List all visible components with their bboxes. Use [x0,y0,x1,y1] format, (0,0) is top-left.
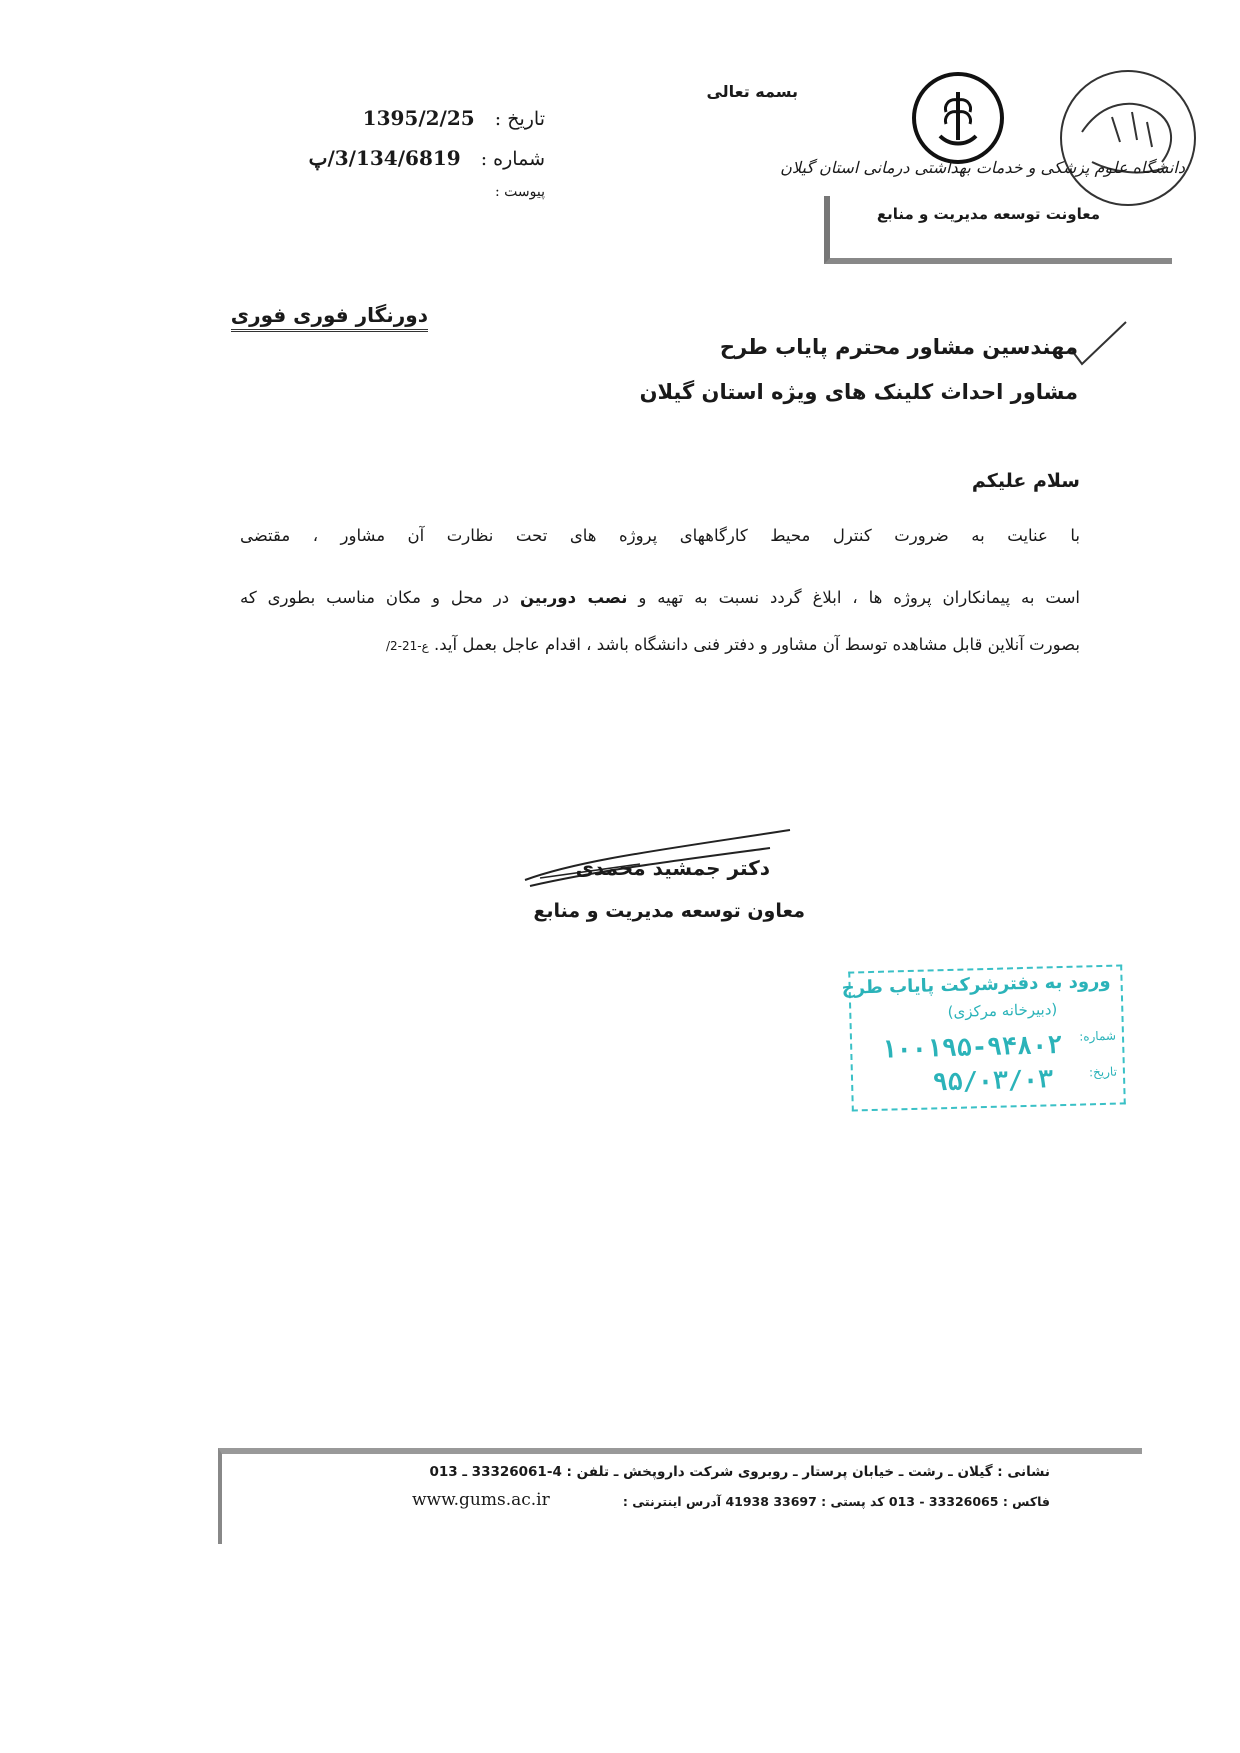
body-line-2 [240,570,1080,626]
attachment-row [481,184,545,200]
fax-urgent-note: دورنگار فوری فوری [231,303,428,332]
number-row [309,146,545,170]
date-row [363,106,545,130]
university-emblem-icon [912,72,1004,164]
body-line-3 [386,635,1080,654]
signatory-name: دکتر جمشید محمدی [575,856,770,880]
stamp-line-2: (دبیرخانه مرکزی) [947,1000,1058,1022]
seal-scribble-icon [1062,72,1194,204]
signatory-title: معاون توسعه مدیریت و منابع [533,900,805,922]
body-line-2-bold: نصب دوربین [520,588,628,607]
date-value: 1395/2/25 [362,106,475,130]
stamp-date-value: ۹۵/۰۳/۰۳ [932,1064,1054,1097]
number-value: 3/134/6819/پ [308,146,461,170]
reference-code: ع-21-2/ [385,639,429,653]
number-label: شماره : [480,148,545,170]
stamp-number-label: شماره: [1079,1028,1117,1044]
greeting: سلام علیکم [971,470,1080,492]
department-name: معاونت توسعه مدیریت و منابع [876,205,1100,223]
body-line-2-a: است به پیمانکاران پروژه ها ، ابلاغ گردد نسبت به تهیه و [638,588,1080,607]
recipient-line-2: مشاور احداث کلینک های ویژه استان گیلان [639,380,1078,404]
recipient-line-1: مهندسین مشاور محترم پایاب طرح [719,335,1078,359]
stamp-line-1: ورود به دفترشرکت پایاب طرح [841,970,1111,999]
attachment-label: پیوست : [495,184,545,200]
body-line-1: با عنایت به ضرورت کنترل محیط کارگاههای پروژه های تحت نظارت آن مشاور ، مقتضی [240,526,1080,545]
bismillah: بسمه تعالی [706,82,798,101]
body-line-2-b: در محل و مکان مناسب بطوری که [240,588,510,607]
date-label: تاریخ : [494,108,545,130]
stamp-date-label: تاریخ: [1088,1064,1118,1080]
handwritten-seal-circle [1060,70,1196,206]
footer-address: نشانی : گیلان ـ رشت ـ خیابان پرستار ـ روبروی شرکت داروپخش ـ تلفن : 4-33326061 ـ 013 [429,1464,1050,1480]
receipt-stamp [841,964,1126,1111]
university-name: دانشگاه علوم پزشکی و خدمات بهداشتی درمانی استان گیلان [780,158,1185,177]
body-line-3-text: بصورت آنلاین قابل مشاهده توسط آن مشاور و دفتر فنی دانشگاه باشد ، اقدام عاجل بعمل آید. [434,635,1080,654]
stamp-number-value: ۱۰۰۱۹۵-۹۴۸۰۲ [881,1030,1063,1064]
footer-fax-postal: فاکس : 33326065 - 013 کد پستی : 33697 41938 آدرس اینترنتی : [622,1494,1050,1509]
footer-website: www.gums.ac.ir [412,1490,550,1510]
